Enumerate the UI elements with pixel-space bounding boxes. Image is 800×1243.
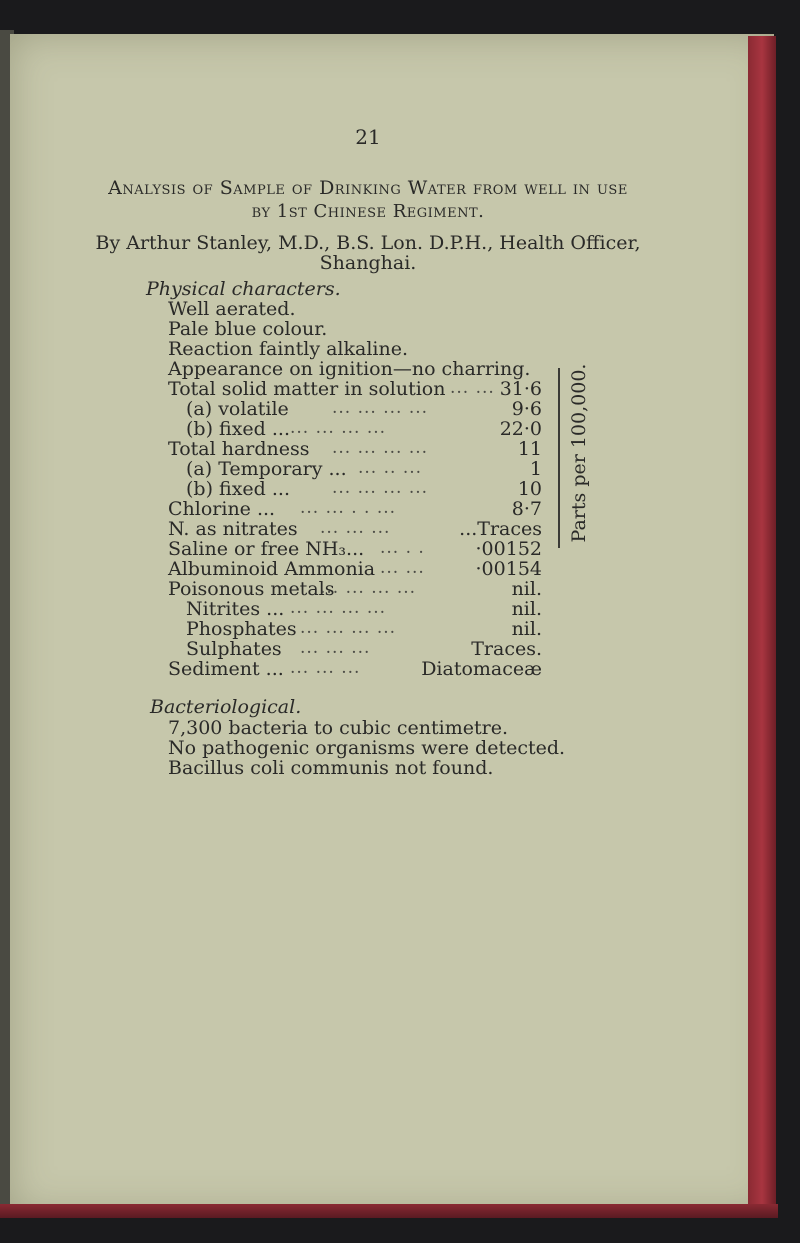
table-row [0, 660, 800, 682]
row-leader-dots: ... ... ... ... [300, 618, 397, 638]
bacteriological-line: No pathogenic organisms were detected. [168, 737, 566, 759]
bacteriological-line: Bacillus coli communis not found. [168, 757, 494, 779]
row-leader-dots: ... .. ... [358, 458, 423, 478]
row-value: nil. [511, 578, 542, 600]
physical-line: Appearance on ignition—no charring. [168, 358, 531, 380]
row-label: Sulphates [186, 638, 282, 660]
title-line-2: by 1st Chinese Regiment. [251, 201, 485, 222]
row-value: 11 [517, 438, 542, 460]
row-value: Diatomaceæ [421, 658, 542, 680]
row-label: (b) fixed ... [186, 478, 290, 500]
book-edge-bottom [0, 1204, 778, 1218]
row-value: ·00154 [475, 558, 542, 580]
row-label: Phosphates [186, 618, 297, 640]
row-value: 22·0 [499, 418, 542, 440]
table-row [0, 620, 800, 642]
row-label: Saline or free NH₃... [168, 538, 365, 560]
title-line-1: Analysis of Sample of Drinking Water from well in use [108, 177, 628, 199]
row-value: 31·6 [499, 378, 542, 400]
physical-line: Reaction faintly alkaline. [168, 338, 409, 360]
row-leader-dots: ... . . [380, 538, 425, 558]
row-value: ...Traces [459, 518, 542, 540]
row-leader-dots: ... ... ... ... [320, 578, 417, 598]
unit-note [566, 363, 592, 543]
row-value: nil. [511, 618, 542, 640]
bacteriological-heading: Bacteriological. [150, 696, 302, 718]
row-value: 9·6 [511, 398, 542, 420]
row-label: Total solid matter in solution [168, 378, 446, 400]
physical-line: Well aerated. [168, 298, 296, 320]
table-row [0, 400, 800, 422]
author-line-1: By Arthur Stanley, M.D., B.S. Lon. D.P.H., Health Officer, [95, 232, 641, 254]
author-line-2: Shanghai. [319, 252, 417, 274]
row-label: Albuminoid Ammonia [168, 558, 376, 580]
grouping-brace [546, 368, 560, 548]
row-label: Chlorine ... [168, 498, 276, 520]
unit-note-text: Parts per 100,000. [568, 363, 590, 543]
row-label: Nitrites ... [186, 598, 285, 620]
row-leader-dots: ... ... [380, 558, 425, 578]
row-label: Poisonous metals [168, 578, 335, 600]
row-label: (b) fixed ... [186, 418, 290, 440]
page-number: 21 [355, 125, 381, 149]
row-label: N. as nitrates [168, 518, 298, 540]
row-label: Sediment ... [168, 658, 284, 680]
row-value: nil. [511, 598, 542, 620]
physical-heading: Physical characters. [146, 278, 341, 300]
table-row [0, 500, 800, 522]
row-leader-dots: ... ... ... ... [332, 398, 429, 418]
row-leader-dots: ... ... ... [300, 638, 371, 658]
table-row [0, 480, 800, 502]
row-leader-dots: ... ... ... [320, 518, 391, 538]
table-row [0, 580, 800, 602]
row-leader-dots: ... ... ... ... [332, 438, 429, 458]
table-row [0, 640, 800, 662]
row-value: 1 [529, 458, 542, 480]
row-label: (a) volatile [186, 398, 289, 420]
row-label: Total hardness [168, 438, 310, 460]
row-leader-dots: ... ... ... ... [290, 598, 387, 618]
row-value: Traces. [471, 638, 542, 660]
row-leader-dots: ... ... ... ... [332, 478, 429, 498]
row-value: 8·7 [511, 498, 542, 520]
row-label: (a) Temporary ... [186, 458, 347, 480]
row-leader-dots: ... ... ... [290, 658, 361, 678]
row-value: ·00152 [475, 538, 542, 560]
physical-line: Pale blue colour. [168, 318, 328, 340]
bacteriological-line: 7,300 bacteria to cubic centimetre. [168, 717, 508, 739]
row-leader-dots: ... ... [450, 378, 495, 398]
row-leader-dots: ... ... ... ... [290, 418, 387, 438]
row-leader-dots: ... ... . . ... [300, 498, 397, 518]
row-value: 10 [517, 478, 542, 500]
table-row [0, 600, 800, 622]
